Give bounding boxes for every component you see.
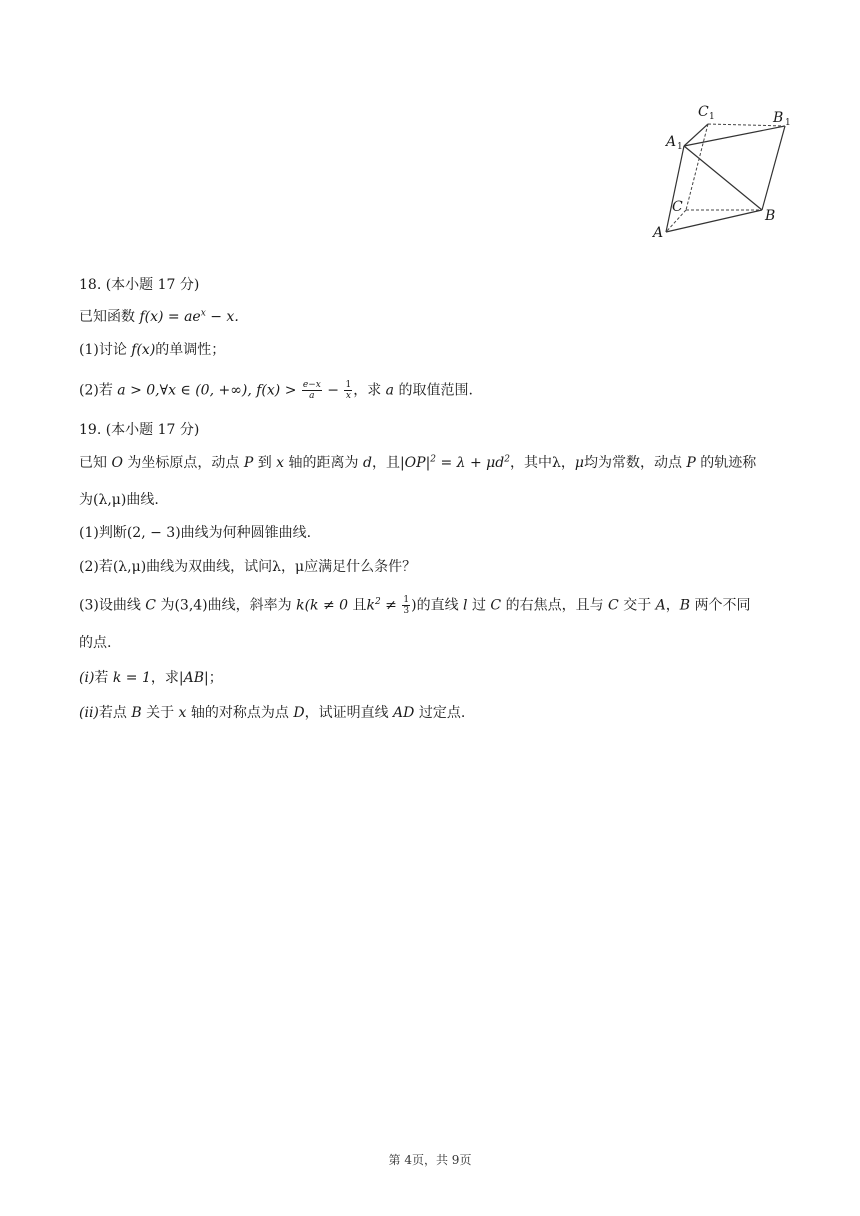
vertex-sub-b1: 1 [785, 118, 791, 128]
var-mu: μ [574, 455, 584, 471]
equation-rhs: = λ + μd [436, 455, 505, 471]
q19-part2: (2)若(λ,μ)曲线为双曲线，试问λ，μ应满足什么条件？ [79, 559, 417, 575]
vertex-label-a: A [653, 225, 664, 241]
text: ，试证明直线 [304, 705, 394, 721]
var-p: P [243, 455, 254, 471]
text: 已知 [79, 455, 112, 471]
text: 且 [348, 597, 367, 614]
fraction-numerator: 1 [403, 595, 410, 605]
slope-condition: k(k ≠ 0 [296, 597, 349, 614]
fraction-numerator: e−x [302, 380, 321, 390]
var-x: x [276, 455, 285, 471]
var-x: x [178, 705, 187, 721]
var-p: P [686, 455, 696, 471]
var-c: C [608, 597, 619, 614]
q19-fraction [402, 595, 410, 616]
segment-length: |AB| [178, 670, 209, 686]
prism-diagram [640, 96, 800, 246]
superscript: 2 [375, 596, 381, 607]
text: 为(3,4)曲线，斜率为 [156, 597, 297, 614]
text: 交于 [618, 597, 656, 614]
q18-function: f(x) = ae [139, 309, 201, 325]
q19-part1: (1)判断(2, − 3)曲线为何种圆锥曲线. [79, 525, 312, 541]
q18-part1-prefix: (1)讨论 [79, 342, 132, 358]
q18-part2-var: a [385, 382, 395, 399]
q18-part1-function: f(x) [131, 342, 156, 358]
q18-part2-condition: a > 0,∀x ∈ (0, +∞), f(x) > [117, 382, 297, 399]
vertex-sub-c1: 1 [709, 112, 715, 122]
q18-intro-text: 已知函数 [79, 309, 140, 325]
text: )的直线 [411, 597, 464, 614]
equation-op: |OP| [399, 455, 431, 471]
text: 两个不同 [690, 597, 751, 614]
text: 到 [253, 455, 277, 471]
text: 若点 [98, 705, 132, 721]
q18-part2-prefix: (2)若 [79, 382, 118, 399]
text: 过 [467, 597, 491, 614]
text: 若 [94, 670, 113, 686]
q19-part3-line2: 的点. [79, 635, 112, 651]
var-d: d [362, 455, 372, 471]
var-l: l [463, 597, 468, 614]
sub-label: (ii) [79, 705, 99, 721]
text: ，求 [150, 670, 179, 686]
text: 关于 [141, 705, 179, 721]
vertex-label-b1: B [773, 110, 784, 126]
superscript: 2 [430, 454, 437, 465]
equation: k = 1 [112, 670, 151, 686]
q18-part1 [79, 340, 784, 360]
text: 均为常数，动点 [583, 455, 687, 471]
var-d: D [293, 705, 305, 721]
fraction-denominator: 3 [403, 606, 410, 616]
text: ， [665, 597, 680, 614]
q19-part3-i [79, 668, 784, 688]
vertex-label-c: C [672, 199, 683, 215]
q18-part1-suffix: 的单调性； [155, 342, 226, 358]
text: 轴的对称点为点 [186, 705, 294, 721]
prism-figure [640, 96, 800, 246]
vertex-label-a1: A [666, 134, 677, 150]
var-a: A [655, 597, 666, 614]
line-ad: AD [393, 705, 415, 721]
fraction-numerator: 1 [345, 380, 352, 390]
q18-exponent: x [200, 308, 206, 319]
vertex-sub-a1: 1 [677, 142, 683, 152]
text: 轴的距离为 [284, 455, 363, 471]
q19-intro-line2: 为(λ,μ)曲线. [79, 492, 159, 508]
q18-minus: − [322, 382, 344, 399]
q18-fraction-2 [344, 380, 352, 401]
fraction-denominator: a [309, 391, 315, 401]
q18-intro [79, 307, 784, 327]
q18-part2 [79, 380, 784, 401]
q19-header: 19. (本小题 17 分) [79, 422, 200, 438]
q19-part3-ii [79, 703, 784, 723]
q19-intro-line1 [79, 453, 784, 473]
text: 过定点. [414, 705, 466, 721]
neq-sign: ≠ [380, 597, 402, 614]
sub-label: (i) [79, 670, 95, 686]
superscript: 2 [504, 454, 510, 465]
var-k: k [366, 597, 375, 614]
var-o: O [111, 455, 123, 471]
var-c: C [490, 597, 502, 614]
var-b: B [679, 597, 691, 614]
var-c: C [145, 597, 156, 614]
text: 的轨迹称 [695, 455, 757, 471]
text: 为坐标原点，动点 [122, 455, 244, 471]
q18-function-tail: − x. [205, 309, 239, 325]
text: ，且 [371, 455, 400, 471]
page-footer: 第 4页，共 9页 [388, 1153, 472, 1167]
q18-fraction-1 [302, 380, 322, 401]
text: 的右焦点，且与 [501, 597, 609, 614]
vertex-label-c1: C [698, 104, 709, 120]
fraction-denominator: x [345, 391, 351, 401]
text: ； [208, 670, 223, 686]
text: (3)设曲线 [79, 597, 146, 614]
q19-part3-line1 [79, 595, 784, 616]
vertex-label-b: B [765, 208, 776, 224]
text: ，其中λ， [509, 455, 575, 471]
q18-header: 18. (本小题 17 分) [79, 277, 200, 293]
q18-part2-suffix: 的取值范围. [394, 382, 473, 399]
q18-part2-suffix-pre: ，求 [353, 382, 386, 399]
var-b: B [131, 705, 142, 721]
